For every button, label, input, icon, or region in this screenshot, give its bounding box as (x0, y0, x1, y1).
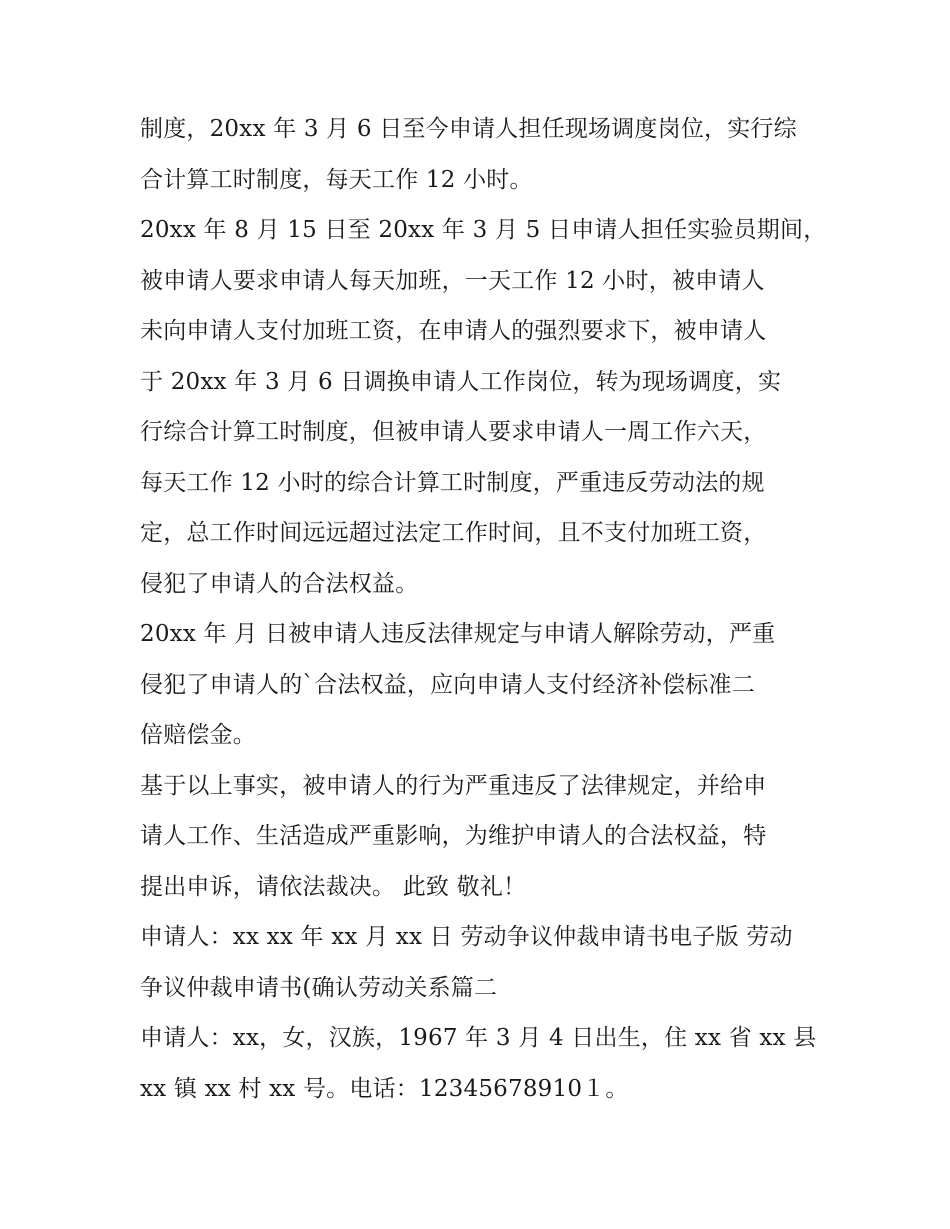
text-line: 于 20xx 年 3 月 6 日调换申请人工作岗位，转为现场调度，实 (140, 368, 782, 395)
text-line: 20xx 年 月 日被申请人违反法律规定与申请人解除劳动，严重 (140, 621, 776, 647)
document-body (140, 104, 827, 1114)
text-line: xx 镇 xx 村 xx 号。电话：12345678910１。 (140, 1075, 629, 1102)
text-line: 侵犯了申请人的合法权益。 (140, 570, 419, 597)
text-line: 倍赔偿金。 (140, 722, 256, 748)
text-line: 侵犯了申请人的`合法权益，应向申请人支付经济补偿标准二 (140, 671, 755, 698)
text-line: 争议仲裁申请书(确认劳动关系篇二 (140, 974, 498, 1001)
text-line: 申请人：xx xx 年 xx 月 xx 日 劳动争议仲裁申请书电子版 劳动 (140, 924, 793, 950)
text-line: 请人工作、生活造成严重影响，为维护申请人的合法权益，特 (140, 823, 767, 849)
text-line: 基于以上事实，被申请人的行为严重违反了法律规定，并给申 (140, 772, 767, 799)
text-line: 制度，20xx 年 3 月 6 日至今申请人担任现场调度岗位，实行综 (140, 116, 797, 142)
text-line: 被申请人要求申请人每天加班，一天工作 12 小时，被申请人 (140, 267, 765, 294)
text-line: 定，总工作时间远远超过法定工作时间，且不支付加班工资， (140, 520, 767, 546)
text-line: 每天工作 12 小时的综合计算工时制度，严重违反劳动法的规 (140, 469, 765, 496)
text-line: 未向申请人支付加班工资，在申请人的强烈要求下，被申请人 (140, 318, 767, 344)
text-line: 合计算工时制度，每天工作 12 小时。 (140, 166, 533, 193)
text-line: 申请人：xx，女，汉族，1967 年 3 月 4 日出生，住 xx 省 xx 县 (140, 1025, 817, 1051)
text-line: 20xx 年 8 月 15 日至 20xx 年 3 月 5 日申请人担任实验员期间， (140, 217, 827, 243)
text-line: 行综合计算工时制度，但被申请人要求申请人一周工作六天， (140, 419, 767, 445)
text-line: 提出申诉，请依法裁决。 此致 敬礼！ (140, 873, 527, 900)
